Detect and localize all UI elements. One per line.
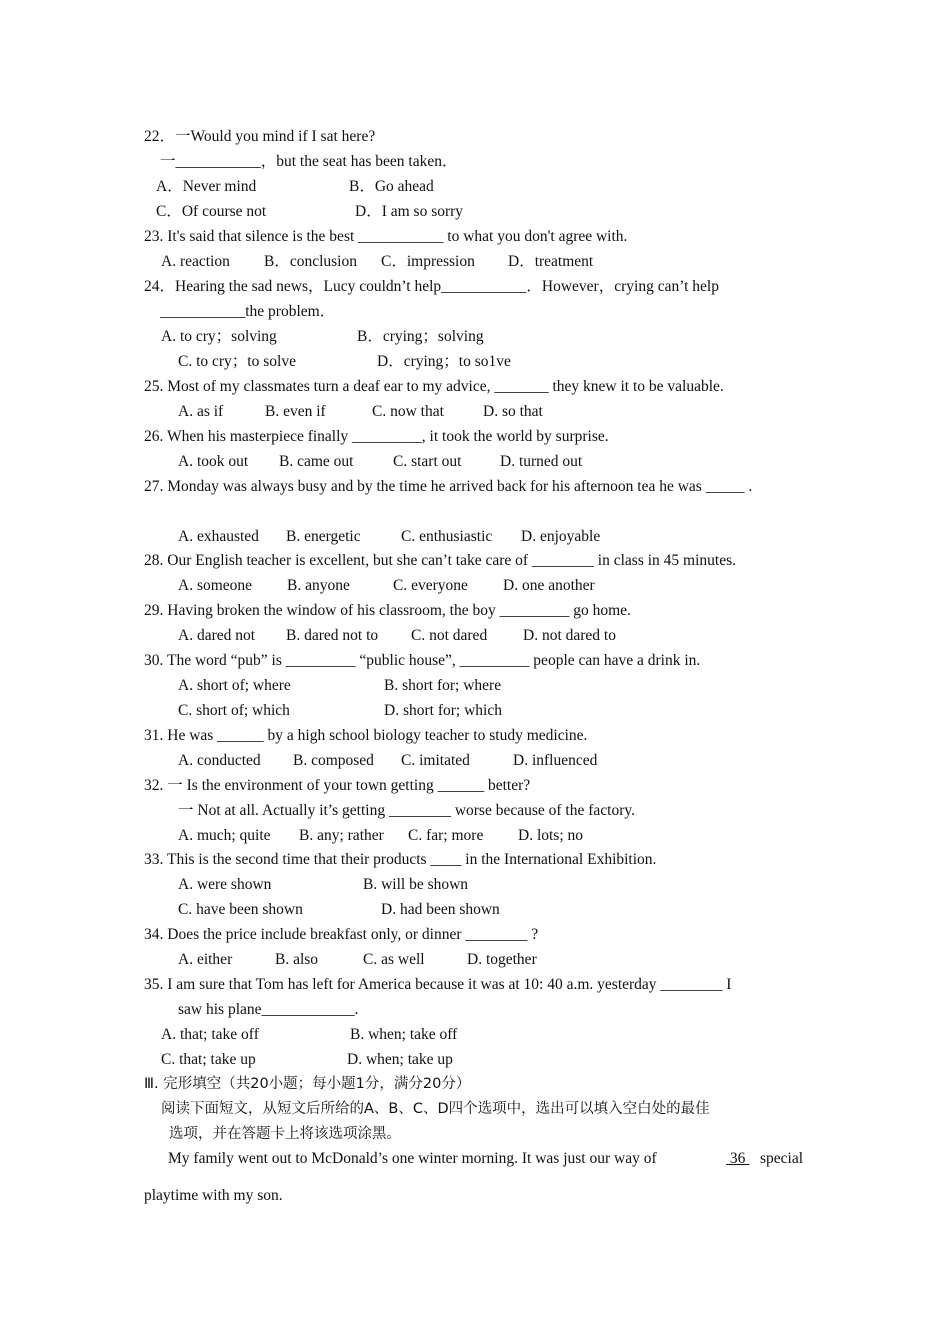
q32-option-a: A. much; quite xyxy=(178,827,271,844)
q27-stem: 27. Monday was always busy and by the time he arrived back for his afternoon tea he was _____ . xyxy=(144,478,753,495)
q23-option-a: A. reaction xyxy=(161,253,230,270)
q28-option-b: B. anyone xyxy=(287,577,350,594)
q32-option-b: B. any; rather xyxy=(299,827,384,844)
q30-option-c: C. short of; which xyxy=(178,702,290,719)
q25-option-b: B. even if xyxy=(265,403,326,420)
passage-line-1: My family went out to McDonald’s one winter morning. It was just our way of xyxy=(168,1150,657,1167)
q23-stem: 23. It's said that silence is the best ___________ to what you don't agree with. xyxy=(144,228,628,245)
q31-option-a: A. conducted xyxy=(178,752,261,769)
q34-option-d: D. together xyxy=(467,951,537,968)
q32-option-d: D. lots; no xyxy=(518,827,584,844)
q34-stem: 34. Does the price include breakfast only, or dinner ________ ? xyxy=(144,926,539,943)
q32-reply: 一 Not at all. Actually it’s getting ________ worse because of the factory. xyxy=(178,802,635,819)
q30-option-b: B. short for; where xyxy=(384,677,502,694)
blank-36: 36 xyxy=(726,1150,750,1167)
q29-option-c: C. not dared xyxy=(411,627,488,644)
q28-stem: 28. Our English teacher is excellent, but she can’t take care of ________ in class in 45 minutes. xyxy=(144,552,736,569)
q31-option-c: C. imitated xyxy=(401,752,470,769)
q28-option-d: D. one another xyxy=(503,577,595,594)
q25-option-d: D. so that xyxy=(483,403,543,420)
q26-option-b: B. came out xyxy=(279,453,354,470)
q27-option-b: B. energetic xyxy=(286,528,361,545)
q25-stem: 25. Most of my classmates turn a deaf ear to my advice, _______ they knew it to be valuable. xyxy=(144,378,724,395)
q26-stem: 26. When his masterpiece finally _________, it took the world by surprise. xyxy=(144,428,609,445)
q28-option-a: A. someone xyxy=(178,577,253,594)
q32-option-c: C. far; more xyxy=(408,827,484,844)
q34-option-b: B. also xyxy=(275,951,319,968)
q30-option-a: A. short of; where xyxy=(178,677,291,694)
q33-option-d: D. had been shown xyxy=(381,901,500,918)
q29-option-a: A. dared not xyxy=(178,627,256,644)
q27-option-a: A. exhausted xyxy=(178,528,259,545)
q26-option-d: D. turned out xyxy=(500,453,583,470)
q22-reply: 一___________，but the seat has been taken． xyxy=(160,153,458,170)
q35-stem: 35. I am sure that Tom has left for America because it was at 10: 40 a.m. yesterday ________ I xyxy=(144,976,732,993)
q35-option-d: D. when; take up xyxy=(347,1051,453,1068)
q33-option-b: B. will be shown xyxy=(363,876,469,893)
q22-option-d: D．I am so sorry xyxy=(355,203,464,220)
section-iii-heading: Ⅲ. 完形填空（共20小题；每小题1分，满分20分） xyxy=(144,1076,471,1092)
q22-stem: 22．一Would you mind if I sat here? xyxy=(144,128,376,145)
q28-option-c: C. everyone xyxy=(393,577,468,594)
q24-stem-cont: ___________the problem． xyxy=(160,303,336,320)
section-instruction-cont: 选项，并在答题卡上将该选项涂黑。 xyxy=(169,1126,401,1142)
q31-stem: 31. He was ______ by a high school biology teacher to study medicine. xyxy=(144,727,588,744)
q33-option-c: C. have been shown xyxy=(178,901,303,918)
q35-option-c: C. that; take up xyxy=(161,1051,256,1068)
q33-stem: 33. This is the second time that their products ____ in the International Exhibition. xyxy=(144,851,657,868)
section-instruction: 阅读下面短文，从短文后所给的A、B、C、D四个选项中，选出可以填入空白处的最佳 xyxy=(161,1101,710,1117)
q26-option-c: C. start out xyxy=(393,453,462,470)
q29-option-b: B. dared not to xyxy=(286,627,379,644)
q23-option-b: B．conclusion xyxy=(264,253,357,270)
q29-option-d: D. not dared to xyxy=(523,627,616,644)
q24-option-a: A. to cry；solving xyxy=(161,328,277,345)
q34-option-c: C. as well xyxy=(363,951,425,968)
q25-option-c: C. now that xyxy=(372,403,444,420)
q35-option-b: B. when; take off xyxy=(350,1026,458,1043)
q33-option-a: A. were shown xyxy=(178,876,272,893)
passage-line-1-end: special xyxy=(760,1150,804,1167)
q26-option-a: A. took out xyxy=(178,453,249,470)
q24-option-d: D．crying；to so1ve xyxy=(377,353,511,370)
q32-stem: 32. 一 Is the environment of your town getting ______ better? xyxy=(144,777,531,794)
q27-option-d: D. enjoyable xyxy=(521,528,601,545)
passage-line-2: playtime with my son. xyxy=(144,1187,283,1204)
q24-option-b: B．crying；solving xyxy=(357,328,484,345)
q35-option-a: A. that; take off xyxy=(161,1026,259,1043)
q30-option-d: D. short for; which xyxy=(384,702,502,719)
q30-stem: 30. The word “pub” is _________ “public house”, _________ people can have a drink in. xyxy=(144,652,701,669)
q25-option-a: A. as if xyxy=(178,403,224,420)
q34-option-a: A. either xyxy=(178,951,233,968)
q29-stem: 29. Having broken the window of his classroom, the boy _________ go home. xyxy=(144,602,631,619)
q31-option-d: D. influenced xyxy=(513,752,598,769)
q22-option-b: B．Go ahead xyxy=(349,178,434,195)
q22-option-c: C．Of course not xyxy=(156,203,267,220)
q27-option-c: C. enthusiastic xyxy=(401,528,493,545)
q23-option-d: D．treatment xyxy=(508,253,594,270)
q31-option-b: B. composed xyxy=(293,752,374,769)
q24-option-c: C. to cry；to solve xyxy=(178,353,296,370)
q23-option-c: C．impression xyxy=(381,253,475,270)
q22-option-a: A．Never mind xyxy=(156,178,257,195)
q35-stem-cont: saw his plane____________. xyxy=(178,1001,359,1018)
q24-stem: 24．Hearing the sad news，Lucy couldn’t help___________．However，crying can’t help xyxy=(144,278,719,295)
